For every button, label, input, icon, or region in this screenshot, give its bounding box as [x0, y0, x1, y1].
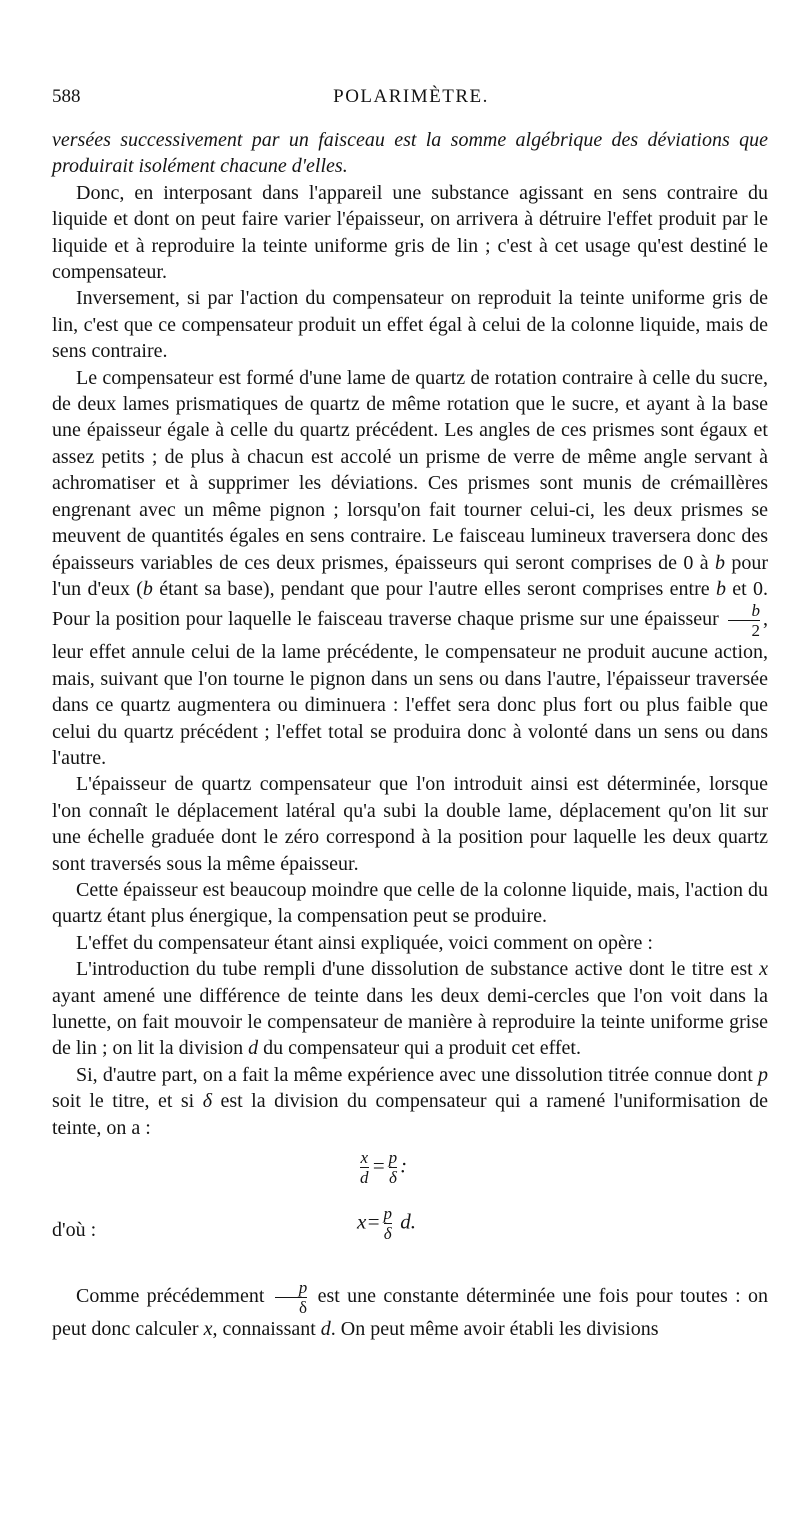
fraction-x-over-d: $\frac{x}{d}$: [360, 1148, 369, 1188]
paragraph-1: Donc, en interposant dans l'appareil une substance agissant en sens contraire du liquide et dont on peut faire varier l'épaisseur, on arrivera à détruire l'effet produit par le liquide et à reproduire la teinte uniforme gris de lin ; c'est à cet usage qu'est destiné le compensateur.: [52, 181, 768, 284]
paragraph-7: L'introduction du tube rempli d'une dissolution de substance active dont le titre est x ayant amené une différence de teinte dans les deux demi-cercles que l'on voit dans la lunette, on fait mouvoir le compensateur de manière à reproduire la teinte uniforme grise de lin ; on lit la division d du compensateur qui a produit cet effet.: [52, 958, 768, 1060]
page-header: [52, 86, 770, 116]
equation-ratio: $\frac{x}{d}$ = $\frac{p}{\delta}$ :: [360, 1148, 408, 1188]
paragraph-6: L'effet du compensateur étant ainsi expliquée, voici comment on opère :: [76, 931, 653, 954]
math-d: d: [320, 1318, 331, 1341]
page-number: 588: [52, 86, 81, 107]
math-b: b: [714, 551, 725, 574]
equation-block: [52, 1149, 768, 1269]
paragraph-8: Si, d'autre part, on a fait la même expérience avec une dissolution titrée connue dont p soit le titre, et si δ est la division du compensateur qui a ramené l'uniformisation de teinte, on a :: [52, 1063, 769, 1139]
math-p: p: [758, 1063, 768, 1086]
math-x: x: [759, 958, 768, 981]
text-run: étant sa base), pendant que pour l'autre elles seront comprises entre: [159, 577, 710, 600]
equation-solution: x= $\frac{p}{\delta}$ d.: [357, 1204, 416, 1244]
math-x: x: [203, 1318, 213, 1341]
fraction-b-over-2: [728, 602, 761, 639]
text-run: pour l'un d'eux (: [52, 551, 769, 600]
paragraph-9: Comme précédemment $\frac{p}{\delta}$ est une constante déterminée une fois pour toutes : on peut donc calculer x, connaissant d. On peut même avoir établi les divisions: [52, 1278, 768, 1341]
running-title: POLARIMÈTRE.: [333, 86, 489, 107]
paragraph-5: Cette épaisseur est beaucoup moindre que celle de la colonne liquide, mais, l'action du quartz étant plus énergique, la compensation peut se produire.: [52, 878, 768, 928]
body-text: [52, 127, 768, 1342]
text-run: , leur effet annule celui de la lame précédente, le compensateur ne produit aucune action, mais, suivant que l'on tourne le pignon dans un sens ou dans l'autre, l'épaisseur traversée dans ce quartz augmentera ou diminuera : l'effet sera donc plus fort ou plus faible que celui du quartz précédent ; l'effet total se produira donc à volonté dans un sens ou dans l'autre.: [52, 608, 768, 769]
fraction-p-over-delta: $\frac{p}{\delta}$: [388, 1148, 398, 1188]
paragraph-2: Inversement, si par l'action du compensateur on reproduit la teinte uniforme gris de lin, c'est que ce compensateur produit un effet égal à celui de la colonne liquide, mais de sens contraire.: [52, 287, 768, 363]
math-d: d: [248, 1037, 259, 1060]
math-b: b: [142, 577, 153, 600]
paragraph-3: [52, 365, 768, 772]
math-b: b: [715, 577, 726, 600]
math-delta: δ: [202, 1090, 212, 1113]
numerator: b: [751, 601, 760, 621]
text-run: Le compensateur est formé d'une lame de quartz de rotation contraire à celle du sucre, de deux lames prismatiques de quartz de même rotation que le sucre, et ayant à la base une épaisseur égale à celle du quartz précédent. Les angles de ces prismes sont égaux et assez petits ; de plus à chacun est accolé un prisme de verre de même angle servant à achromatiser et à supprimer les déviations. Ces prismes sont munis de crémaillères engrenant avec un même pignon ; lorsqu'on fait tourner celui-ci, les deux prismes se meuvent de quantités égales en sens contraire. Le faisceau lumineux traversera donc des épaisseurs variables de ces deux prismes, épaisseurs qui seront comprises de 0 à: [52, 366, 768, 574]
fraction-p-over-delta: $\frac{p}{\delta}$: [383, 1204, 392, 1244]
paragraph-4: L'épaisseur de quartz compensateur que l'on introduit ainsi est déterminée, lorsque l'on connaît le déplacement latéral qu'a subi la double lame, déplacement qu'on lit sur une échelle graduée dont le zéro correspond à la position pour laquelle les deux quartz sont traversés sous la même épaisseur.: [52, 773, 768, 875]
text-run: et 0. Pour la position pour laquelle le faisceau traverse chaque prisme sur une épaisseur: [52, 577, 768, 631]
dou-label: d'où :: [52, 1219, 97, 1242]
fraction-p-over-delta: $\frac{p}{\delta}$: [275, 1279, 308, 1316]
denominator: 2: [728, 620, 761, 639]
paragraph-continuation: versées successivement par un faisceau est la somme algébrique des déviations que produirait isolément chacune d'elles.: [52, 129, 768, 178]
